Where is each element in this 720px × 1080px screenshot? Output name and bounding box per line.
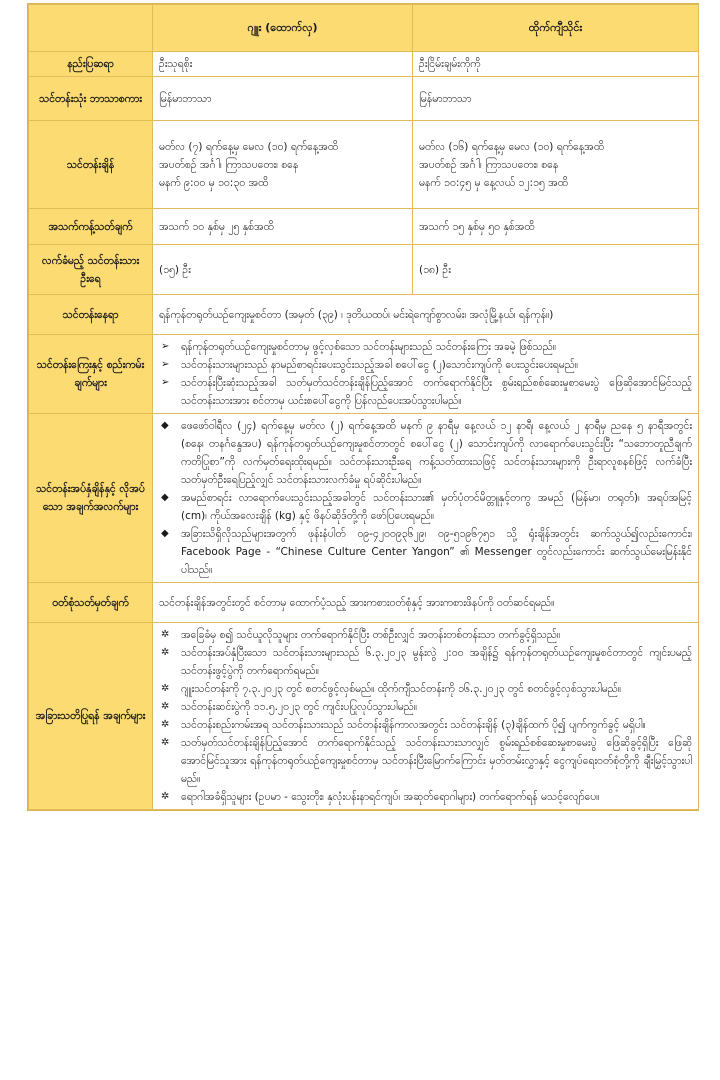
- header-class2: ထိုက်ကျီသိုင်း: [413, 5, 699, 52]
- rules-label: သင်တန်းကြေးနှင့် စည်းကမ်းချက်များ: [29, 335, 153, 414]
- seats-label: လက်ခံမည့် သင်တန်းသားဦးရေ: [29, 245, 153, 295]
- schedule-row: [29, 121, 699, 209]
- schedule-class2-days: အပတ်စဉ် အင်္ဂါ၊ ကြာသပတေး၊ စနေ: [419, 158, 559, 171]
- arrow-bullet-icon: ➢: [161, 359, 170, 370]
- apply-row: [29, 414, 699, 583]
- apply-label: သင်တန်းအပ်နှံချိန်နှင့် လိုအပ်သော အချက်အလက်များ: [29, 414, 153, 583]
- list-item: [159, 417, 692, 489]
- list-item-text: သင်တန်းအပ်နှံပြီးသော သင်တန်းသားများသည် ၆.၃.၂၀၂၃ မွန်းလွဲ ၂:၀၀ အချိန်၌ ရန်ကုန်တရုတ်ယဉ်ကျေးမှုစင်တာတွင် ကျင်းပမည့် သင်တန်းဖွင့်ပွဲကို တက်ရောက်ရမည်။: [181, 647, 692, 677]
- list-item-text: သင်တန်းဆင်းပွဲကို ၁၁.၅.၂၀၂၃ တွင် ကျင်းပပြုလုပ်သွားပါမည်။: [181, 701, 418, 713]
- teacher-row: [29, 52, 699, 77]
- teacher-label: နည်းပြဆရာ: [29, 52, 153, 77]
- star-bullet-icon: ✲: [161, 791, 170, 802]
- list-item: [159, 356, 692, 374]
- list-item: [159, 734, 692, 788]
- venue-label: သင်တန်းနေရာ: [29, 295, 153, 335]
- list-item-text: သင်တန်းပြီးဆုံးသည့်အခါ သတ်မှတ်သင်တန်းချိန်ပြည့်အောင် တက်ရောက်နိုင်ပြီး စွမ်းရည်စစ်ဆေးမှုစာမေးပွဲ ဖြေဆိုအောင်မြင်သည့် သင်တန်းသားအား စင်တာမှ ယင်းစပေါ်ငွေကို ပြန်လည်ပေးအပ်သွားပါမည်။: [181, 377, 692, 407]
- header-corner: [29, 5, 153, 52]
- age-row: [29, 209, 699, 245]
- rules-list: [159, 338, 692, 410]
- diamond-bullet-icon: ◆: [161, 420, 169, 431]
- star-bullet-icon: ✲: [161, 719, 170, 730]
- star-bullet-icon: ✲: [161, 683, 170, 694]
- rules-row: [29, 335, 699, 414]
- age-class2: အသက် ၁၅ နှစ်မှ ၅၀ နှစ်အထိ: [413, 209, 699, 245]
- list-item-text: အမည်စာရင်း လာရောက်ပေးသွင်းသည့်အခါတွင် သင်တန်းသား၏ မှတ်ပုံတင်မိတ္တူနှင့်တကွ အမည် (မြန်မာ၊ တရုတ်)၊ အရပ်အမြင့် (cm)၊ ကိုယ်အလေးချိန် (kg) နှင့် ဖိနပ်ဆိုဒ်တို့ကို ဖော်ပြပေးရမည်။: [181, 492, 692, 522]
- diamond-bullet-icon: ◆: [161, 492, 169, 503]
- list-item-text: သင်တန်းစည်းကမ်းအရ သင်တန်းသားသည် သင်တန်းချိန်ကာလအတွင်း သင်တန်းချိန် (၃)ချိန်ထက် ပို၍ ပျက်ကွက်ခွင့် မရှိပါ။: [181, 719, 646, 731]
- list-item-text: အခြားသိရှိလိုသည်များအတွက် ဖုန်းနံပါတ် ၀၉-၄၂၀၀၉၃၆၂၉၊ ၀၉-၅၁၉၆၇၅၁ သို့ ရုံးချိန်အတွင်း ဆက်သွယ်၍လည်းကောင်း၊ Facebook Page - “Chinese Culture Center Yangon” ၏ Messenger တွင်လည်းကောင်း ဆက်သွယ်မေးမြန်းနိုင်ပါသည်။: [181, 528, 692, 576]
- list-item-text: ဂျူးသင်တန်းကို ၇.၃.၂၀၂၃ တွင် စတင်ဖွင့်လှစ်မည်။ ထိုက်ကျီသင်တန်းကို ၁၆.၃.၂၀၂၃ တွင် စတင်ဖွင့်လှစ်သွားပါမည်။: [181, 683, 622, 695]
- list-item: [159, 680, 692, 698]
- schedule-class2-time: မနက် ၁၀:၄၅ မှ နေ့လယ် ၁၂:၁၅ အထိ: [419, 176, 568, 189]
- list-item: [159, 374, 692, 410]
- seats-class1: (၁၅) ဦး: [153, 245, 413, 295]
- header-class1: ဂျူး (ထောက်လှ): [153, 5, 413, 52]
- language-class1: မြန်မာဘာသာ: [153, 77, 413, 121]
- age-class1: အသက် ၁၀ နှစ်မှ ၂၅ နှစ်အထိ: [153, 209, 413, 245]
- apply-value: [153, 414, 699, 583]
- diamond-bullet-icon: ◆: [161, 528, 169, 539]
- arrow-bullet-icon: ➢: [161, 377, 170, 388]
- apply-list: [159, 417, 692, 579]
- schedule-class1-days: အပတ်စဉ် အင်္ဂါ၊ ကြာသပတေး၊ စနေ: [159, 158, 299, 171]
- star-bullet-icon: ✲: [161, 737, 170, 748]
- rules-value: [153, 335, 699, 414]
- list-item: [159, 338, 692, 356]
- age-label: အသက်ကန့်သတ်ချက်: [29, 209, 153, 245]
- notes-label: အခြားသတိပြုရန် အချက်များ: [29, 623, 153, 810]
- list-item-text: ရောဂါအခံရှိသူများ (ဥပမာ - သွေးတိုး၊ နှလုံးပန်းနာရင်ကျပ်၊ အဆုတ်ရောဂါများ) တက်ရောက်ရန် မသင့်လျော်ပေ။: [181, 791, 600, 803]
- language-class2: မြန်မာဘာသာ: [413, 77, 699, 121]
- schedule-class2: [413, 121, 699, 209]
- seats-row: [29, 245, 699, 295]
- list-item-text: ဖေဖော်ဝါရီလ (၂၄) ရက်နေ့မှ မတ်လ (၂) ရက်နေ့အထိ မနက် ၉ နာရီမှ နေ့လယ် ၁၂ နာရီ၊ နေ့လယ် ၂ နာရီမှ ညနေ ၅ နာရီအတွင်း (စနေ၊ တနင်္ဂနွေအပ) ရန်ကုန်တရုတ်ယဉ်ကျေးမှုစင်တာတွင် စပေါ်ငွေ (၂) သောင်းကျပ်ကို လာရောက်ပေးသွင်းပြီး “သဘောတူညီချက်ကတိပြုစာ”ကို လက်မှတ်ရေးထိုးရမည်။ သင်တန်းသားဦးရေ ကန့်သတ်ထားသဖြင့် သင်တန်းသားများကို ဦးရာလူစနစ်ဖြင့် လက်ခံပြီး သတ်မှတ်ဦးရေပြည့်လျှင် သင်တန်းသားလက်ခံမှု ရပ်ဆိုင်းပါမည်။: [181, 420, 692, 486]
- list-item-text: သင်တန်းသားများသည် နာမည်စာရင်းပေးသွင်းသည့်အခါ စပေါ်ငွေ (၂)သောင်းကျပ်ကို ပေးသွင်းပေးရမည်။: [181, 359, 579, 371]
- course-info-sheet: [27, 3, 699, 811]
- header-row: [29, 5, 699, 52]
- list-item-text: ရန်ကုန်တရုတ်ယဉ်ကျေးမှုစင်တာမှ ဖွင့်လှစ်သော သင်တန်းများသည် သင်တန်းကြေး အခမဲ့ ဖြစ်သည်။: [181, 341, 557, 353]
- list-item: [159, 489, 692, 525]
- notes-list: [159, 626, 692, 806]
- notes-row: [29, 623, 699, 810]
- seats-class2: (၁၈) ဦး: [413, 245, 699, 295]
- list-item-text: အခြေခံမှ စ၍ သင်ယူလိုသူများ တက်ရောက်နိုင်ပြီး တစ်ဦးလျှင် အတန်းတစ်တန်းသာ တက်ခွင့်ရှိသည်။: [181, 629, 561, 641]
- dress-row: [29, 583, 699, 623]
- schedule-class1-time: မနက် ၉:၀၀ မှ ၁၀:၃၀ အထိ: [159, 176, 269, 189]
- star-bullet-icon: ✲: [161, 629, 170, 640]
- language-label: သင်တန်းသုံး ဘာသာစကား: [29, 77, 153, 121]
- list-item: [159, 698, 692, 716]
- course-table: [28, 4, 699, 810]
- venue-row: [29, 295, 699, 335]
- star-bullet-icon: ✲: [161, 701, 170, 712]
- dress-value: သင်တန်းချိန်အတွင်းတွင် စင်တာမှ ထောက်ပံ့သည့် အားကစားဝတ်စုံနှင့် အားကစားဖိနပ်ကို ဝတ်ဆင်ရမည်။: [153, 583, 699, 623]
- schedule-class1-dates: မတ်လ (၇) ရက်နေ့မှ မေလ (၁၀) ရက်နေ့အထိ: [159, 140, 339, 153]
- list-item: [159, 525, 692, 579]
- list-item-text: သတ်မှတ်သင်တန်းချိန်ပြည့်အောင် တက်ရောက်နိုင်သည့် သင်တန်းသားသာလျှင် စွမ်းရည်စစ်ဆေးမှုစာမေးပွဲ ဖြေဆိုခွင့်ရှိပြီး ဖြေဆိုအောင်မြင်သူအား ရန်ကုန်တရုတ်ယဉ်ကျေးမှုစင်တာမှ သင်တန်းပြီးမြောက်ကြောင်း မှတ်တမ်းလွှာနှင့် ငွေကျပ်ရေးဝတ်စုံတို့ကို ချီးမြှင့်သွားပါမည်။: [181, 737, 692, 785]
- arrow-bullet-icon: ➢: [161, 341, 170, 352]
- star-bullet-icon: ✲: [161, 647, 170, 658]
- list-item: [159, 716, 692, 734]
- schedule-class1: [153, 121, 413, 209]
- list-item: [159, 644, 692, 680]
- teacher-class1: ဦးသုရစိုး: [153, 52, 413, 77]
- schedule-class2-dates: မတ်လ (၁၆) ရက်နေ့မှ မေလ (၁၀) ရက်နေ့အထိ: [419, 140, 604, 153]
- list-item: [159, 788, 692, 806]
- language-row: [29, 77, 699, 121]
- teacher-class2: ဦးငြိမ်းချမ်းကိုကို: [413, 52, 699, 77]
- dress-label: ဝတ်စုံသတ်မှတ်ချက်: [29, 583, 153, 623]
- venue-value: ရန်ကုန်တရုတ်ယဉ်ကျေးမှုစင်တာ (အမှတ် (၃၉) ၊ ဒုတိယထပ်၊ မင်းရဲကျော်စွာလမ်း၊ အလုံမြို့နယ်၊ ရန်ကုန်။): [153, 295, 699, 335]
- list-item: [159, 626, 692, 644]
- schedule-label: သင်တန်းချိန်: [29, 121, 153, 209]
- notes-value: [153, 623, 699, 810]
